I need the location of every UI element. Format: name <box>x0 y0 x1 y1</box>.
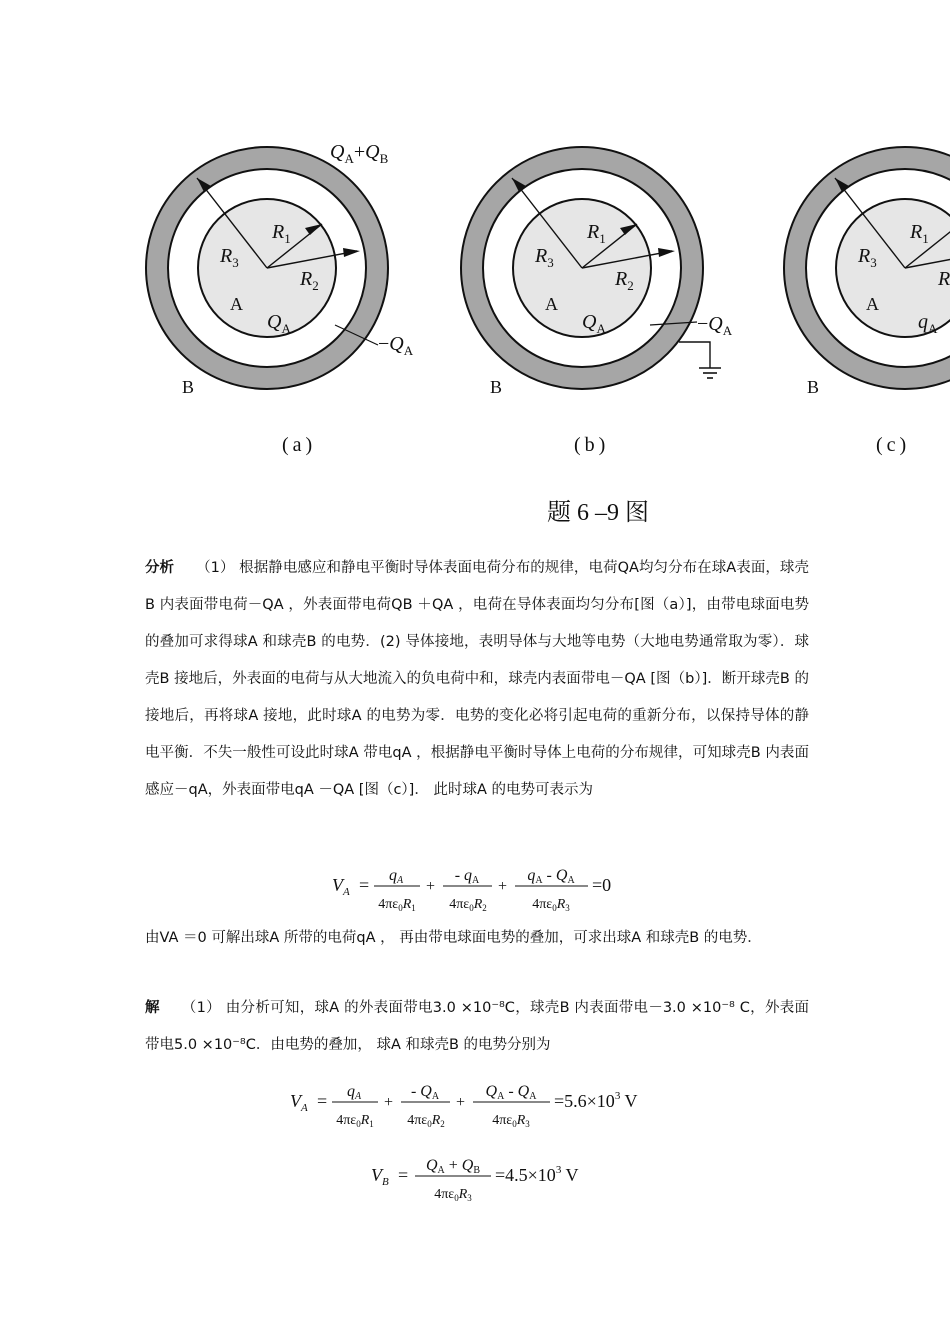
svg-text:VB: $V_B$ <box>371 1165 389 1188</box>
svg-text:VA: $V_A$ <box>332 875 350 898</box>
ground-wire <box>679 342 710 368</box>
svg-text:VA: $V_A$ <box>290 1091 308 1114</box>
svg-text:qA: qA <box>346 1083 362 1102</box>
label-r3: $R_3$ <box>535 245 554 270</box>
label-r1: $R_1$ <box>910 221 929 246</box>
svg-text:4πε0R2: $4\pi\varepsilon_0R_2$ <box>449 897 487 913</box>
label-outer-charge: $Q_A+Q_B$ <box>330 141 389 166</box>
label-r1: $R_1$ <box>587 221 606 246</box>
svg-text:- qA: - qA <box>454 867 480 886</box>
figure-6-9 <box>0 0 950 540</box>
diagram-c <box>784 147 950 456</box>
label-r3: $R_3$ <box>220 245 239 270</box>
svg-text:=: = <box>359 875 370 895</box>
equation-va-value <box>288 1074 668 1140</box>
label-sphere-a: A <box>545 294 558 314</box>
svg-text:QA - QA: QA - QA <box>485 1083 537 1102</box>
label-r2: $R_2$ <box>300 268 319 293</box>
svg-text:=: = <box>317 1091 328 1111</box>
label-shell-b: B <box>807 377 820 397</box>
svg-text:+: + <box>384 1094 394 1111</box>
solution-text: （1） 由分析可知，球A 的外表面带电3.0 ×10⁻⁸C，球壳B 内表面带电－3.0 ×10⁻⁸ C，外表面带电5.0 ×10⁻⁸C．由电势的叠加， 球A 和球壳B 的电势分别为 <box>145 1000 810 1053</box>
svg-text:4πε0R1: $4\pi\varepsilon_0R_1$ <box>378 897 416 913</box>
label-shell-b: B <box>182 377 195 397</box>
label-diagram-b: (b) <box>574 434 610 456</box>
label-r2: $R_2$ <box>615 268 634 293</box>
svg-text:=: = <box>398 1165 409 1185</box>
analysis-text: （1） 根据静电感应和静电平衡时导体表面电荷分布的规律，电荷QA均匀分布在球A表面，球壳B 内表面带电荷－QA ，外表面带电荷QB ＋QA ，电荷在导体表面均匀分布[图（a）]，由带电球面电势的叠加可求得球A 和球壳B 的电势．(2) 导体接地，表明导体与大地等电势（大地电势通常取为零）．球壳B 接地后，外表面的电荷与从大地流入的负电荷中和，球壳内表面带电－QA [图（b）]．断开球壳B 的接地后，再将球A 接地，此时球A 的电势为零．电势的变化必将引起电荷的重新分布，以保持导体的静电平衡．不失一般性可设此时球A 带电qA ，根据静电平衡时导体上电荷的分布规律，可知球壳B 内表面感应－qA，外表面带电qA －QA [图（c）]． 此时球A 的电势可表示为 <box>145 560 809 798</box>
equation-va-zero <box>330 858 630 924</box>
svg-text:qA: qA <box>388 867 404 886</box>
analysis-conclusion <box>145 920 809 957</box>
svg-text:+: + <box>426 878 436 895</box>
analysis-paragraph <box>145 550 809 809</box>
label-charge-qa: $Q_A$ <box>582 311 606 336</box>
label-inner-surface-charge: $-Q_A$ <box>697 313 733 338</box>
label-r1: $R_1$ <box>272 221 291 246</box>
svg-text:QA + QB: QA + QB <box>425 1157 481 1176</box>
label-shell-b: B <box>490 377 503 397</box>
svg-text:+: + <box>498 878 508 895</box>
diagram-a <box>146 141 414 456</box>
svg-text:=4.5×103 V: $=4.5\times 10^3$ V <box>495 1164 579 1185</box>
svg-text:- QA: - QA <box>410 1083 440 1102</box>
label-diagram-c: (c) <box>876 434 911 456</box>
solution-paragraph <box>145 990 809 1064</box>
label-sphere-a: A <box>230 294 243 314</box>
label-charge-qa-lower: $q_A$ <box>918 311 938 336</box>
label-r3: $R_3$ <box>858 245 877 270</box>
diagram-b <box>461 147 733 456</box>
svg-text:qA - QA: qA - QA <box>527 867 575 886</box>
svg-text:4πε0R3: $4\pi\varepsilon_0R_3$ <box>492 1113 530 1129</box>
figure-caption: 题 6 –9 图 <box>547 500 649 526</box>
svg-text:=0: =0 <box>592 875 612 895</box>
analysis-heading: 分析 <box>145 560 175 576</box>
svg-text:=5.6×103 V: $=5.6\times 10^3$ V <box>554 1090 638 1111</box>
label-sphere-a: A <box>866 294 879 314</box>
svg-text:4πε0R3: $4\pi\varepsilon_0R_3$ <box>532 897 570 913</box>
label-inner-surface-charge: $-Q_A$ <box>378 333 414 358</box>
analysis-text-2: 由VA ＝0 可解出球A 所带的电荷qA ， 再由带电球面电势的叠加，可求出球A 和球壳B 的电势． <box>145 930 762 946</box>
label-charge-qa: $Q_A$ <box>267 311 291 336</box>
equation-vb-value <box>369 1148 609 1214</box>
svg-text:+: + <box>456 1094 466 1111</box>
solution-heading: 解 <box>145 1000 160 1016</box>
label-r2: R <box>938 268 950 290</box>
svg-text:4πε0R2: $4\pi\varepsilon_0R_2$ <box>407 1113 445 1129</box>
svg-text:4πε0R1: $4\pi\varepsilon_0R_1$ <box>336 1113 374 1129</box>
svg-text:4πε0R3: $4\pi\varepsilon_0R_3$ <box>434 1187 472 1203</box>
label-diagram-a: (a) <box>282 434 317 456</box>
